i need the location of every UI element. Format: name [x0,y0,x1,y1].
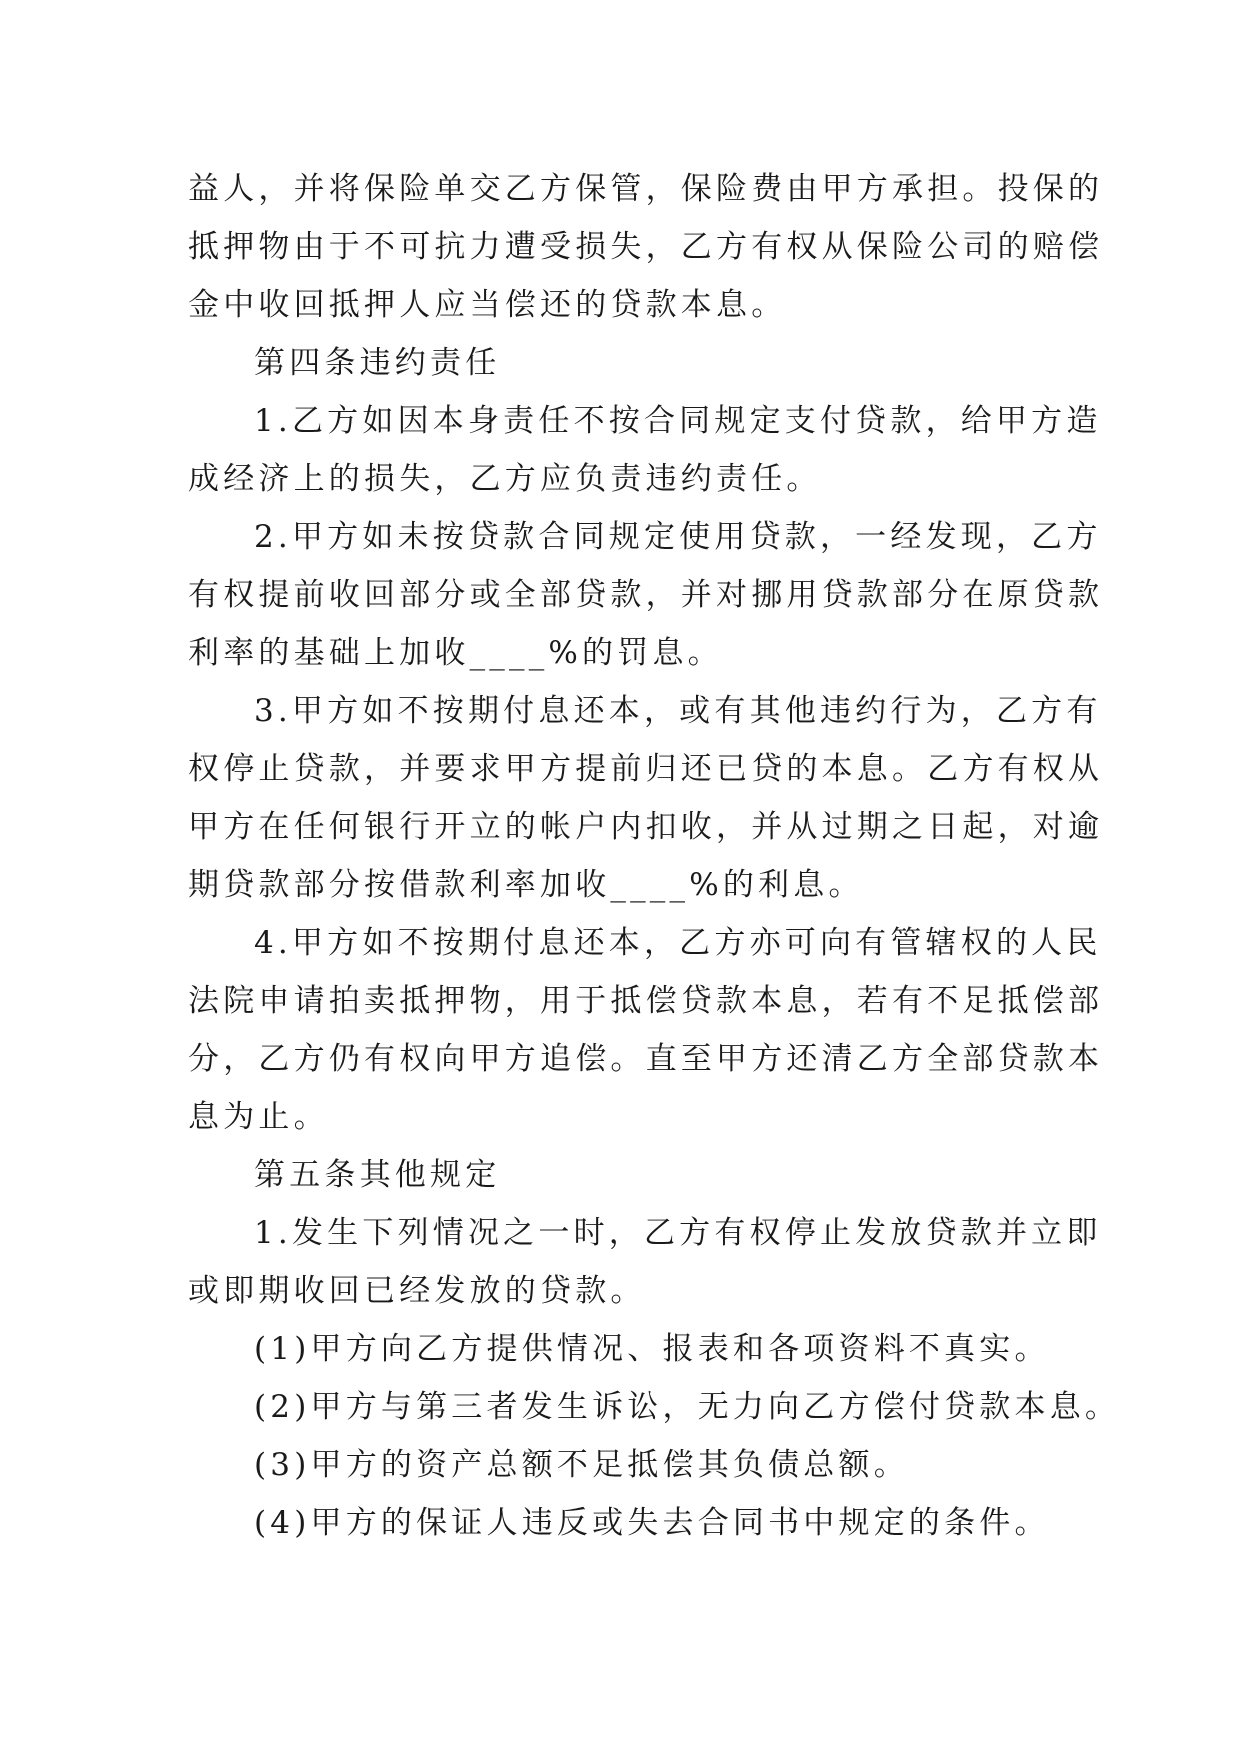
list-item: (2)甲方与第三者发生诉讼，无力向乙方偿付贷款本息。 [254,1389,1121,1425]
text-line: 有权提前收回部分或全部贷款，并对挪用贷款部分在原贷款 [188,577,1104,613]
text-line: 息为止。 [188,1099,329,1135]
clause-line: 2.甲方如未按贷款合同规定使用贷款，一经发现，乙方 [254,519,1102,555]
section-heading: 第五条其他规定 [254,1157,501,1193]
text-line: 益人，并将保险单交乙方保管，保险费由甲方承担。投保的 [188,171,1104,207]
text-line: 甲方在任何银行开立的帐户内扣收，并从过期之日起，对逾 [188,809,1104,845]
list-item: (1)甲方向乙方提供情况、报表和各项资料不真实。 [254,1331,1050,1367]
text-line: 抵押物由于不可抗力遭受损失，乙方有权从保险公司的赔偿 [188,229,1104,265]
text-line: 利率的基础上加收____%的罚息。 [188,635,723,671]
section-heading: 第四条违约责任 [254,345,501,381]
clause-line: 1.发生下列情况之一时，乙方有权停止发放贷款并立即 [254,1215,1102,1251]
text-line: 期贷款部分按借款利率加收____%的利息。 [188,867,864,903]
list-item: (4)甲方的保证人违反或失去合同书中规定的条件。 [254,1505,1050,1541]
clause-line: 3.甲方如不按期付息还本，或有其他违约行为，乙方有 [254,693,1102,729]
clause-line: 1.乙方如因本身责任不按合同规定支付贷款，给甲方造 [254,403,1102,439]
text-line: 权停止贷款，并要求甲方提前归还已贷的本息。乙方有权从 [188,751,1104,787]
document-page [188,160,1121,1552]
text-line: 分，乙方仍有权向甲方追偿。直至甲方还清乙方全部贷款本 [188,1041,1104,1077]
text-line: 金中收回抵押人应当偿还的贷款本息。 [188,287,787,323]
text-line: 或即期收回已经发放的贷款。 [188,1273,646,1309]
clause-line: 4.甲方如不按期付息还本，乙方亦可向有管辖权的人民 [254,925,1102,961]
text-line: 法院申请拍卖抵押物，用于抵偿贷款本息，若有不足抵偿部 [188,983,1104,1019]
text-line: 成经济上的损失，乙方应负责违约责任。 [188,461,822,497]
list-item: (3)甲方的资产总额不足抵偿其负债总额。 [254,1447,909,1483]
